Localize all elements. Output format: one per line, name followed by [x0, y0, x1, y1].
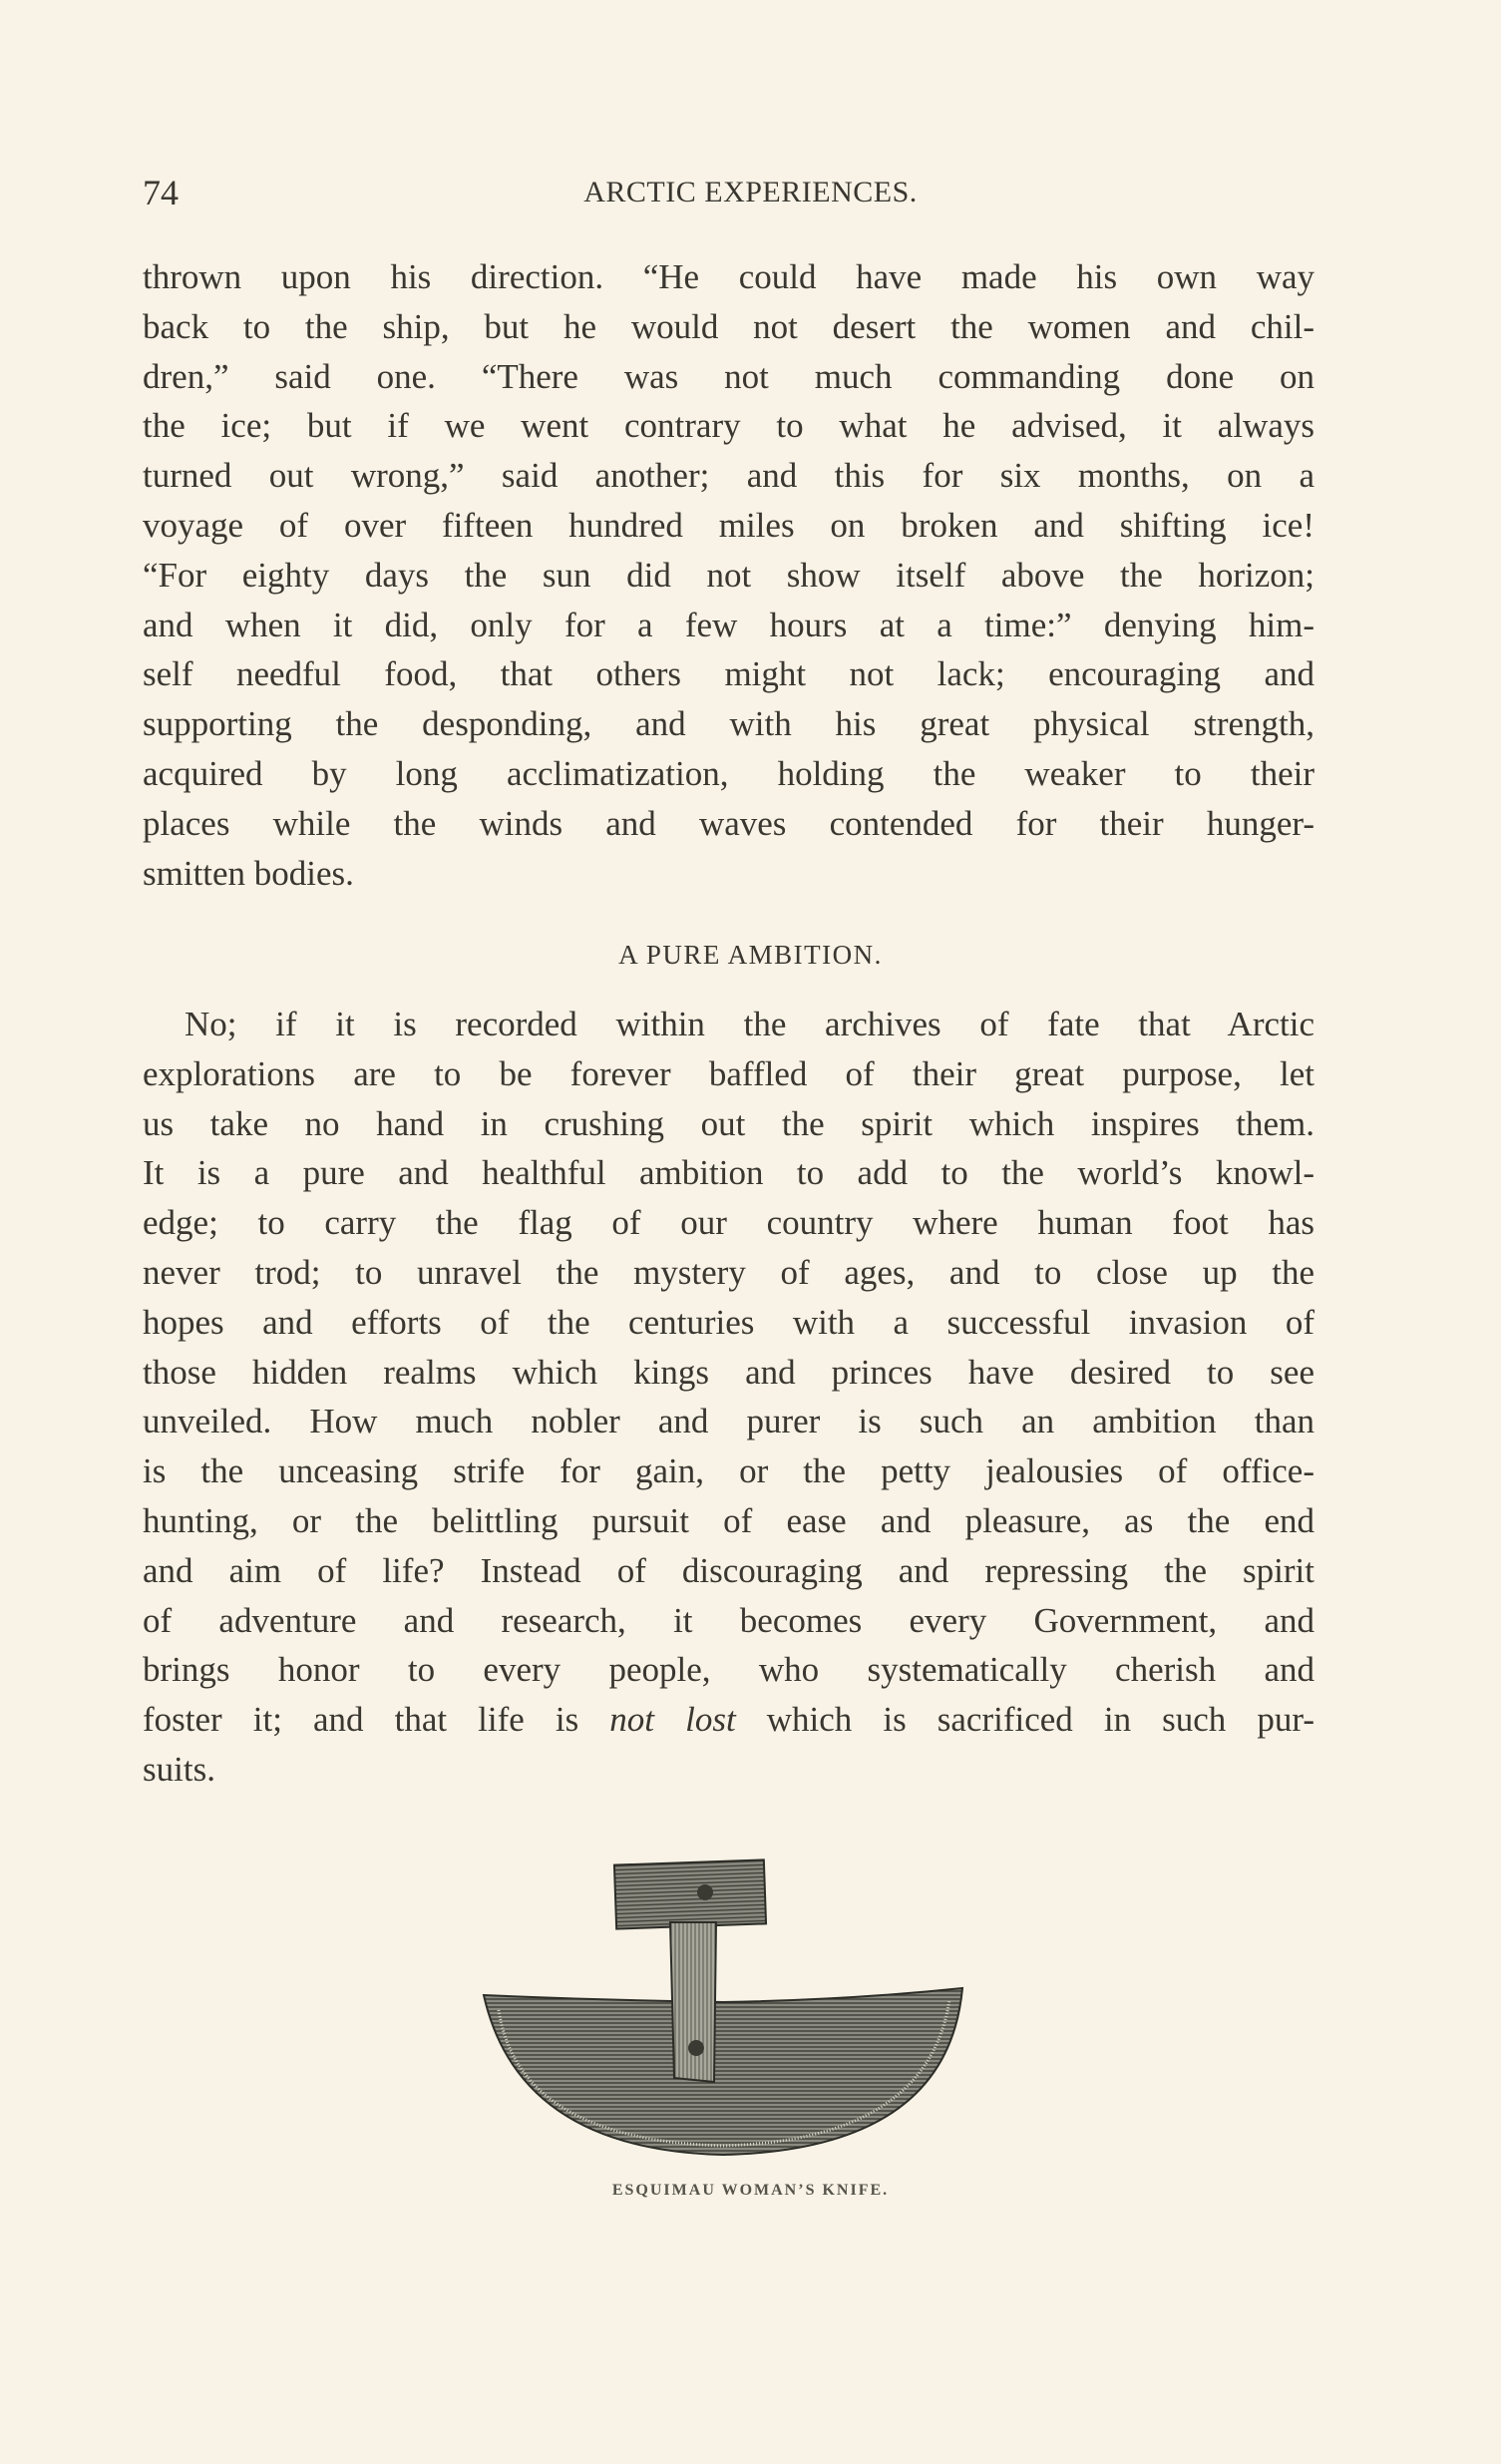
text-line: is the unceasing strife for gain, or the petty jealousies of office-: [143, 1451, 1314, 1491]
text-line: explorations are to be forever baffled of their great purpose, let: [143, 1053, 1314, 1093]
text-fragment: which is sacrificed in such pur-: [735, 1700, 1314, 1740]
running-title: ARCTIC EXPERIENCES.: [583, 176, 918, 208]
text-line: smitten bodies.: [143, 853, 354, 893]
text-line: acquired by long acclimatization, holding the weaker to their: [143, 753, 1314, 793]
figure-caption: ESQUIMAU WOMAN’S KNIFE.: [611, 2182, 890, 2199]
text-line: voyage of over fifteen hundred miles on broken and shifting ice!: [143, 505, 1314, 545]
text-line: It is a pure and healthful ambition to add to the world’s knowl-: [143, 1153, 1314, 1193]
text-line: us take no hand in crushing out the spirit which inspires them.: [143, 1103, 1314, 1143]
text-line: back to the ship, but he would not desert the women and chil-: [143, 306, 1314, 346]
text-line: self needful food, that others might not lack; encouraging and: [143, 654, 1314, 694]
section-heading: A PURE AMBITION.: [618, 940, 883, 970]
text-line: thrown upon his direction. “He could have made his own way: [143, 257, 1314, 296]
text-line: brings honor to every people, who systematically cherish and: [143, 1650, 1314, 1690]
text-line: foster it; and that life is not lost which is sacrificed in such pur-: [143, 1700, 1314, 1740]
text-line: unveiled. How much nobler and purer is such an ambition than: [143, 1402, 1314, 1441]
text-line: hopes and efforts of the centuries with a successful invasion of: [143, 1302, 1314, 1342]
text-line: places while the winds and waves contended for their hunger-: [143, 803, 1314, 843]
text-line: “For eighty days the sun did not show itself above the horizon;: [143, 555, 1314, 595]
text-line: and aim of life? Instead of discouraging and repressing the spirit: [143, 1550, 1314, 1590]
text-line: the ice; but if we went contrary to what he advised, it always: [143, 406, 1314, 446]
paragraph-2: [143, 1000, 1314, 1795]
text-line: never trod; to unravel the mystery of ages, and to close up the: [143, 1252, 1314, 1292]
page-number: 74: [143, 173, 179, 212]
italic-phrase: not lost: [609, 1700, 736, 1740]
text-line: and when it did, only for a few hours at a time:” denying him-: [143, 605, 1314, 644]
paragraph-1: [143, 252, 1314, 898]
text-line: those hidden realms which kings and princes have desired to see: [143, 1352, 1314, 1392]
text-line: No; if it is recorded within the archives of fate that Arctic: [185, 1005, 1314, 1043]
text-line: of adventure and research, it becomes every Government, and: [143, 1600, 1314, 1640]
text-line: dren,” said one. “There was not much commanding done on: [143, 356, 1314, 396]
text-line: supporting the desponding, and with his great physical strength,: [143, 704, 1314, 744]
text-line: hunting, or the belittling pursuit of ease and pleasure, as the end: [143, 1500, 1314, 1540]
text-line: turned out wrong,” said another; and this for six months, on a: [143, 456, 1314, 496]
text-line: edge; to carry the flag of our country where human foot has: [143, 1203, 1314, 1243]
text-line: suits.: [143, 1749, 215, 1789]
knife-illustration: [479, 1850, 967, 2185]
